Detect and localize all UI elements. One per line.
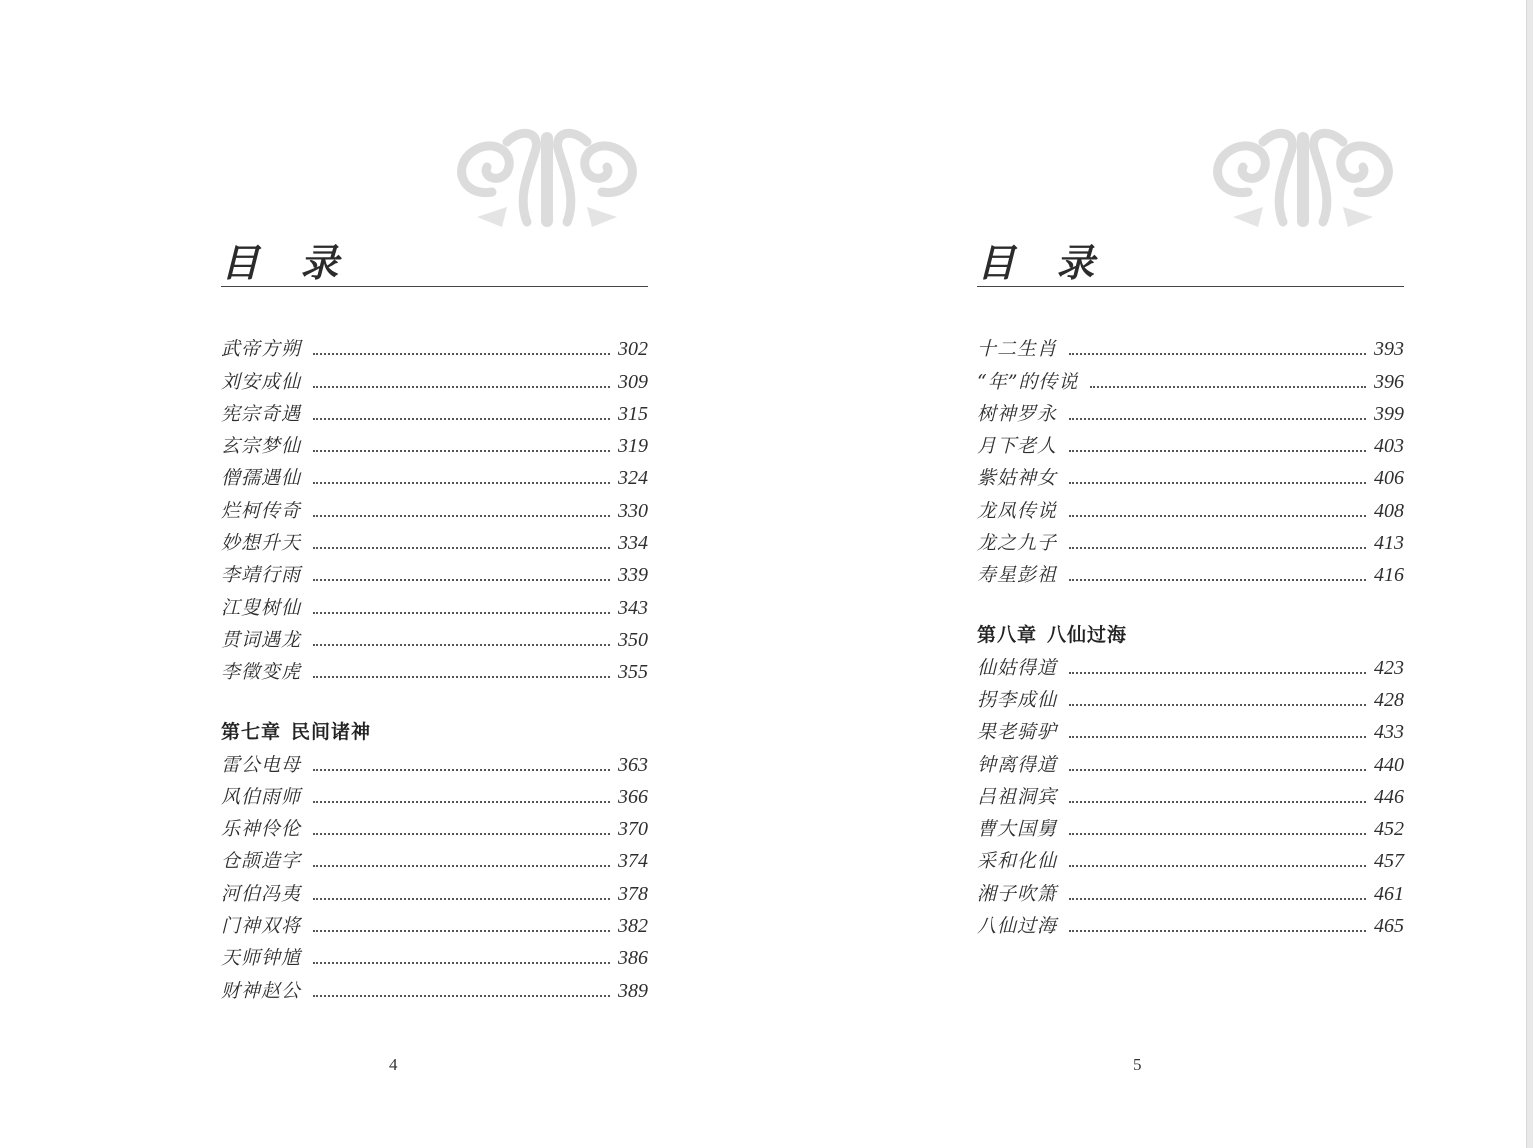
toc-entry[interactable] xyxy=(221,426,648,458)
entry-title: 门神双将 xyxy=(221,915,302,938)
title-divider xyxy=(221,286,648,287)
toc-entry[interactable] xyxy=(221,906,648,938)
leader-dots xyxy=(1069,515,1366,517)
leader-dots xyxy=(1069,579,1366,581)
entry-page: 370 xyxy=(618,818,648,841)
entry-page: 319 xyxy=(618,435,648,458)
toc-entry[interactable] xyxy=(977,555,1404,587)
entry-title: 紫姑神女 xyxy=(977,467,1058,490)
toc-entry[interactable] xyxy=(221,394,648,426)
entry-title: 果老骑驴 xyxy=(977,721,1058,744)
entry-title: 龙凤传说 xyxy=(977,499,1058,522)
entry-title: 吕祖洞宾 xyxy=(977,785,1058,808)
leader-dots xyxy=(313,612,610,614)
entry-title: 湘子吹箫 xyxy=(977,882,1058,905)
leader-dots xyxy=(313,995,610,997)
leader-dots xyxy=(1069,833,1366,835)
leader-dots xyxy=(313,801,610,803)
toc-entry[interactable] xyxy=(221,938,648,970)
chapter-title: 民间诸神 xyxy=(291,721,372,744)
entry-title: 仙姑得道 xyxy=(977,656,1058,679)
toc-entry[interactable] xyxy=(977,647,1404,679)
toc-entry[interactable] xyxy=(221,777,648,809)
entry-title: 八仙过海 xyxy=(977,915,1058,938)
leader-dots xyxy=(313,676,610,678)
entry-page: 396 xyxy=(1374,370,1404,393)
entry-page: 416 xyxy=(1374,564,1404,587)
leader-dots xyxy=(313,769,610,771)
toc-entry[interactable] xyxy=(977,426,1404,458)
entry-title: 刘安成仙 xyxy=(221,370,302,393)
leader-dots xyxy=(313,386,610,388)
chapter-heading[interactable] xyxy=(977,615,1404,647)
section-gap xyxy=(977,587,1404,615)
page-number: 5 xyxy=(1133,1055,1142,1074)
entry-page: 363 xyxy=(618,753,648,776)
toc-entry[interactable] xyxy=(977,490,1404,522)
entry-page: 452 xyxy=(1374,818,1404,841)
chapter-title: 八仙过海 xyxy=(1047,624,1128,647)
chapter-number: 第八章 xyxy=(977,624,1038,647)
chapter-heading[interactable] xyxy=(221,712,648,744)
leader-dots xyxy=(313,833,610,835)
toc-entry[interactable] xyxy=(977,329,1404,361)
toc-entry[interactable] xyxy=(221,620,648,652)
leader-dots xyxy=(313,482,610,484)
entry-title: 风伯雨师 xyxy=(221,785,302,808)
entry-title: 龙之九子 xyxy=(977,532,1058,555)
toc-entry[interactable] xyxy=(977,458,1404,490)
entry-page: 315 xyxy=(618,402,648,425)
entry-title: 乐神伶伦 xyxy=(221,818,302,841)
page-number: 4 xyxy=(389,1055,398,1074)
toc-list-before xyxy=(221,329,648,1003)
toc-entry[interactable] xyxy=(221,744,648,776)
leader-dots xyxy=(1069,672,1366,674)
entry-title: 僧孺遇仙 xyxy=(221,467,302,490)
toc-entry[interactable] xyxy=(221,652,648,684)
entry-page: 446 xyxy=(1374,785,1404,808)
entry-page: 350 xyxy=(618,628,648,651)
entry-title: 曹大国舅 xyxy=(977,818,1058,841)
toc-entry[interactable] xyxy=(221,490,648,522)
entry-page: 389 xyxy=(618,979,648,1002)
entry-page: 423 xyxy=(1374,656,1404,679)
entry-title: 烂柯传奇 xyxy=(221,499,302,522)
entry-title: 仓颉造字 xyxy=(221,850,302,873)
entry-title: 拐李成仙 xyxy=(977,688,1058,711)
toc-entry[interactable] xyxy=(977,906,1404,938)
entry-title: 李靖行雨 xyxy=(221,564,302,587)
entry-page: 413 xyxy=(1374,532,1404,555)
entry-page: 403 xyxy=(1374,435,1404,458)
leader-dots xyxy=(1069,865,1366,867)
leader-dots xyxy=(1069,801,1366,803)
page-title: 目 录 xyxy=(977,240,1109,285)
entry-page: 440 xyxy=(1374,753,1404,776)
entry-page: 382 xyxy=(618,915,648,938)
leader-dots xyxy=(313,353,610,355)
entry-title: 妙想升天 xyxy=(221,532,302,555)
toc-entry[interactable] xyxy=(977,841,1404,873)
entry-page: 309 xyxy=(618,370,648,393)
toc-entry[interactable] xyxy=(977,523,1404,555)
leader-dots xyxy=(313,898,610,900)
toc-entry[interactable] xyxy=(977,394,1404,426)
toc-entry[interactable] xyxy=(221,458,648,490)
entry-title: 河伯冯夷 xyxy=(221,882,302,905)
toc-entry[interactable] xyxy=(977,809,1404,841)
entry-title: 树神罗永 xyxy=(977,402,1058,425)
entry-title: 财神赵公 xyxy=(221,979,302,1002)
entry-page: 393 xyxy=(1374,338,1404,361)
toc-entry[interactable] xyxy=(977,361,1404,393)
entry-page: 334 xyxy=(618,532,648,555)
entry-page: 330 xyxy=(618,499,648,522)
leader-dots xyxy=(313,418,610,420)
entry-title: 寿星彭祖 xyxy=(977,564,1058,587)
entry-page: 343 xyxy=(618,596,648,619)
toc-entry[interactable] xyxy=(221,329,648,361)
leader-dots xyxy=(313,515,610,517)
title-divider xyxy=(977,286,1404,287)
left-page xyxy=(0,0,766,1148)
entry-title: 武帝方朔 xyxy=(221,338,302,361)
toc-entry[interactable] xyxy=(977,873,1404,905)
entry-page: 457 xyxy=(1374,850,1404,873)
leader-dots xyxy=(1069,736,1366,738)
entry-title: 宪宗奇遇 xyxy=(221,402,302,425)
entry-title: 天师钟馗 xyxy=(221,947,302,970)
entry-page: 406 xyxy=(1374,467,1404,490)
entry-title: 采和化仙 xyxy=(977,850,1058,873)
entry-page: 433 xyxy=(1374,721,1404,744)
leader-dots xyxy=(1069,898,1366,900)
entry-page: 378 xyxy=(618,882,648,905)
leader-dots xyxy=(1069,450,1366,452)
leader-dots xyxy=(1069,704,1366,706)
toc-entry[interactable] xyxy=(221,873,648,905)
entry-title: 李徵变虎 xyxy=(221,661,302,684)
leader-dots xyxy=(313,962,610,964)
leader-dots xyxy=(313,547,610,549)
entry-page: 355 xyxy=(618,661,648,684)
toc-entry[interactable] xyxy=(221,587,648,619)
leader-dots xyxy=(313,865,610,867)
dragon-ornament-icon xyxy=(1203,122,1403,234)
entry-page: 428 xyxy=(1374,688,1404,711)
leader-dots xyxy=(1090,386,1366,388)
dragon-ornament-icon xyxy=(447,122,647,234)
entry-page: 324 xyxy=(618,467,648,490)
leader-dots xyxy=(1069,482,1366,484)
entry-title: 雷公电母 xyxy=(221,753,302,776)
entry-page: 399 xyxy=(1374,402,1404,425)
entry-page: 461 xyxy=(1374,882,1404,905)
leader-dots xyxy=(1069,547,1366,549)
leader-dots xyxy=(313,644,610,646)
entry-title: 贯词遇龙 xyxy=(221,628,302,651)
entry-page: 386 xyxy=(618,947,648,970)
viewer-scrollbar-edge xyxy=(1526,0,1533,1148)
toc-entry[interactable] xyxy=(977,680,1404,712)
entry-page: 339 xyxy=(618,564,648,587)
right-page xyxy=(756,0,1522,1148)
section-gap xyxy=(221,684,648,712)
toc-entry[interactable] xyxy=(977,744,1404,776)
leader-dots xyxy=(313,450,610,452)
leader-dots xyxy=(1069,418,1366,420)
entry-page: 408 xyxy=(1374,499,1404,522)
leader-dots xyxy=(1069,353,1366,355)
toc-list-before xyxy=(977,329,1404,938)
page-title: 目 录 xyxy=(221,240,353,285)
leader-dots xyxy=(1069,930,1366,932)
toc-entry[interactable] xyxy=(221,809,648,841)
entry-page: 374 xyxy=(618,850,648,873)
leader-dots xyxy=(313,930,610,932)
toc-entry[interactable] xyxy=(221,970,648,1002)
entry-title: “年”的传说 xyxy=(977,370,1079,393)
entry-page: 465 xyxy=(1374,915,1404,938)
entry-title: 月下老人 xyxy=(977,435,1058,458)
entry-title: 玄宗梦仙 xyxy=(221,435,302,458)
toc-entry[interactable] xyxy=(221,841,648,873)
entry-title: 江叟树仙 xyxy=(221,596,302,619)
toc-entry[interactable] xyxy=(221,361,648,393)
entry-page: 302 xyxy=(618,338,648,361)
chapter-number: 第七章 xyxy=(221,721,282,744)
toc-entry[interactable] xyxy=(221,555,648,587)
entry-title: 十二生肖 xyxy=(977,338,1058,361)
toc-entry[interactable] xyxy=(977,777,1404,809)
toc-entry[interactable] xyxy=(221,523,648,555)
entry-title: 钟离得道 xyxy=(977,753,1058,776)
entry-page: 366 xyxy=(618,785,648,808)
leader-dots xyxy=(1069,769,1366,771)
toc-entry[interactable] xyxy=(977,712,1404,744)
leader-dots xyxy=(313,579,610,581)
